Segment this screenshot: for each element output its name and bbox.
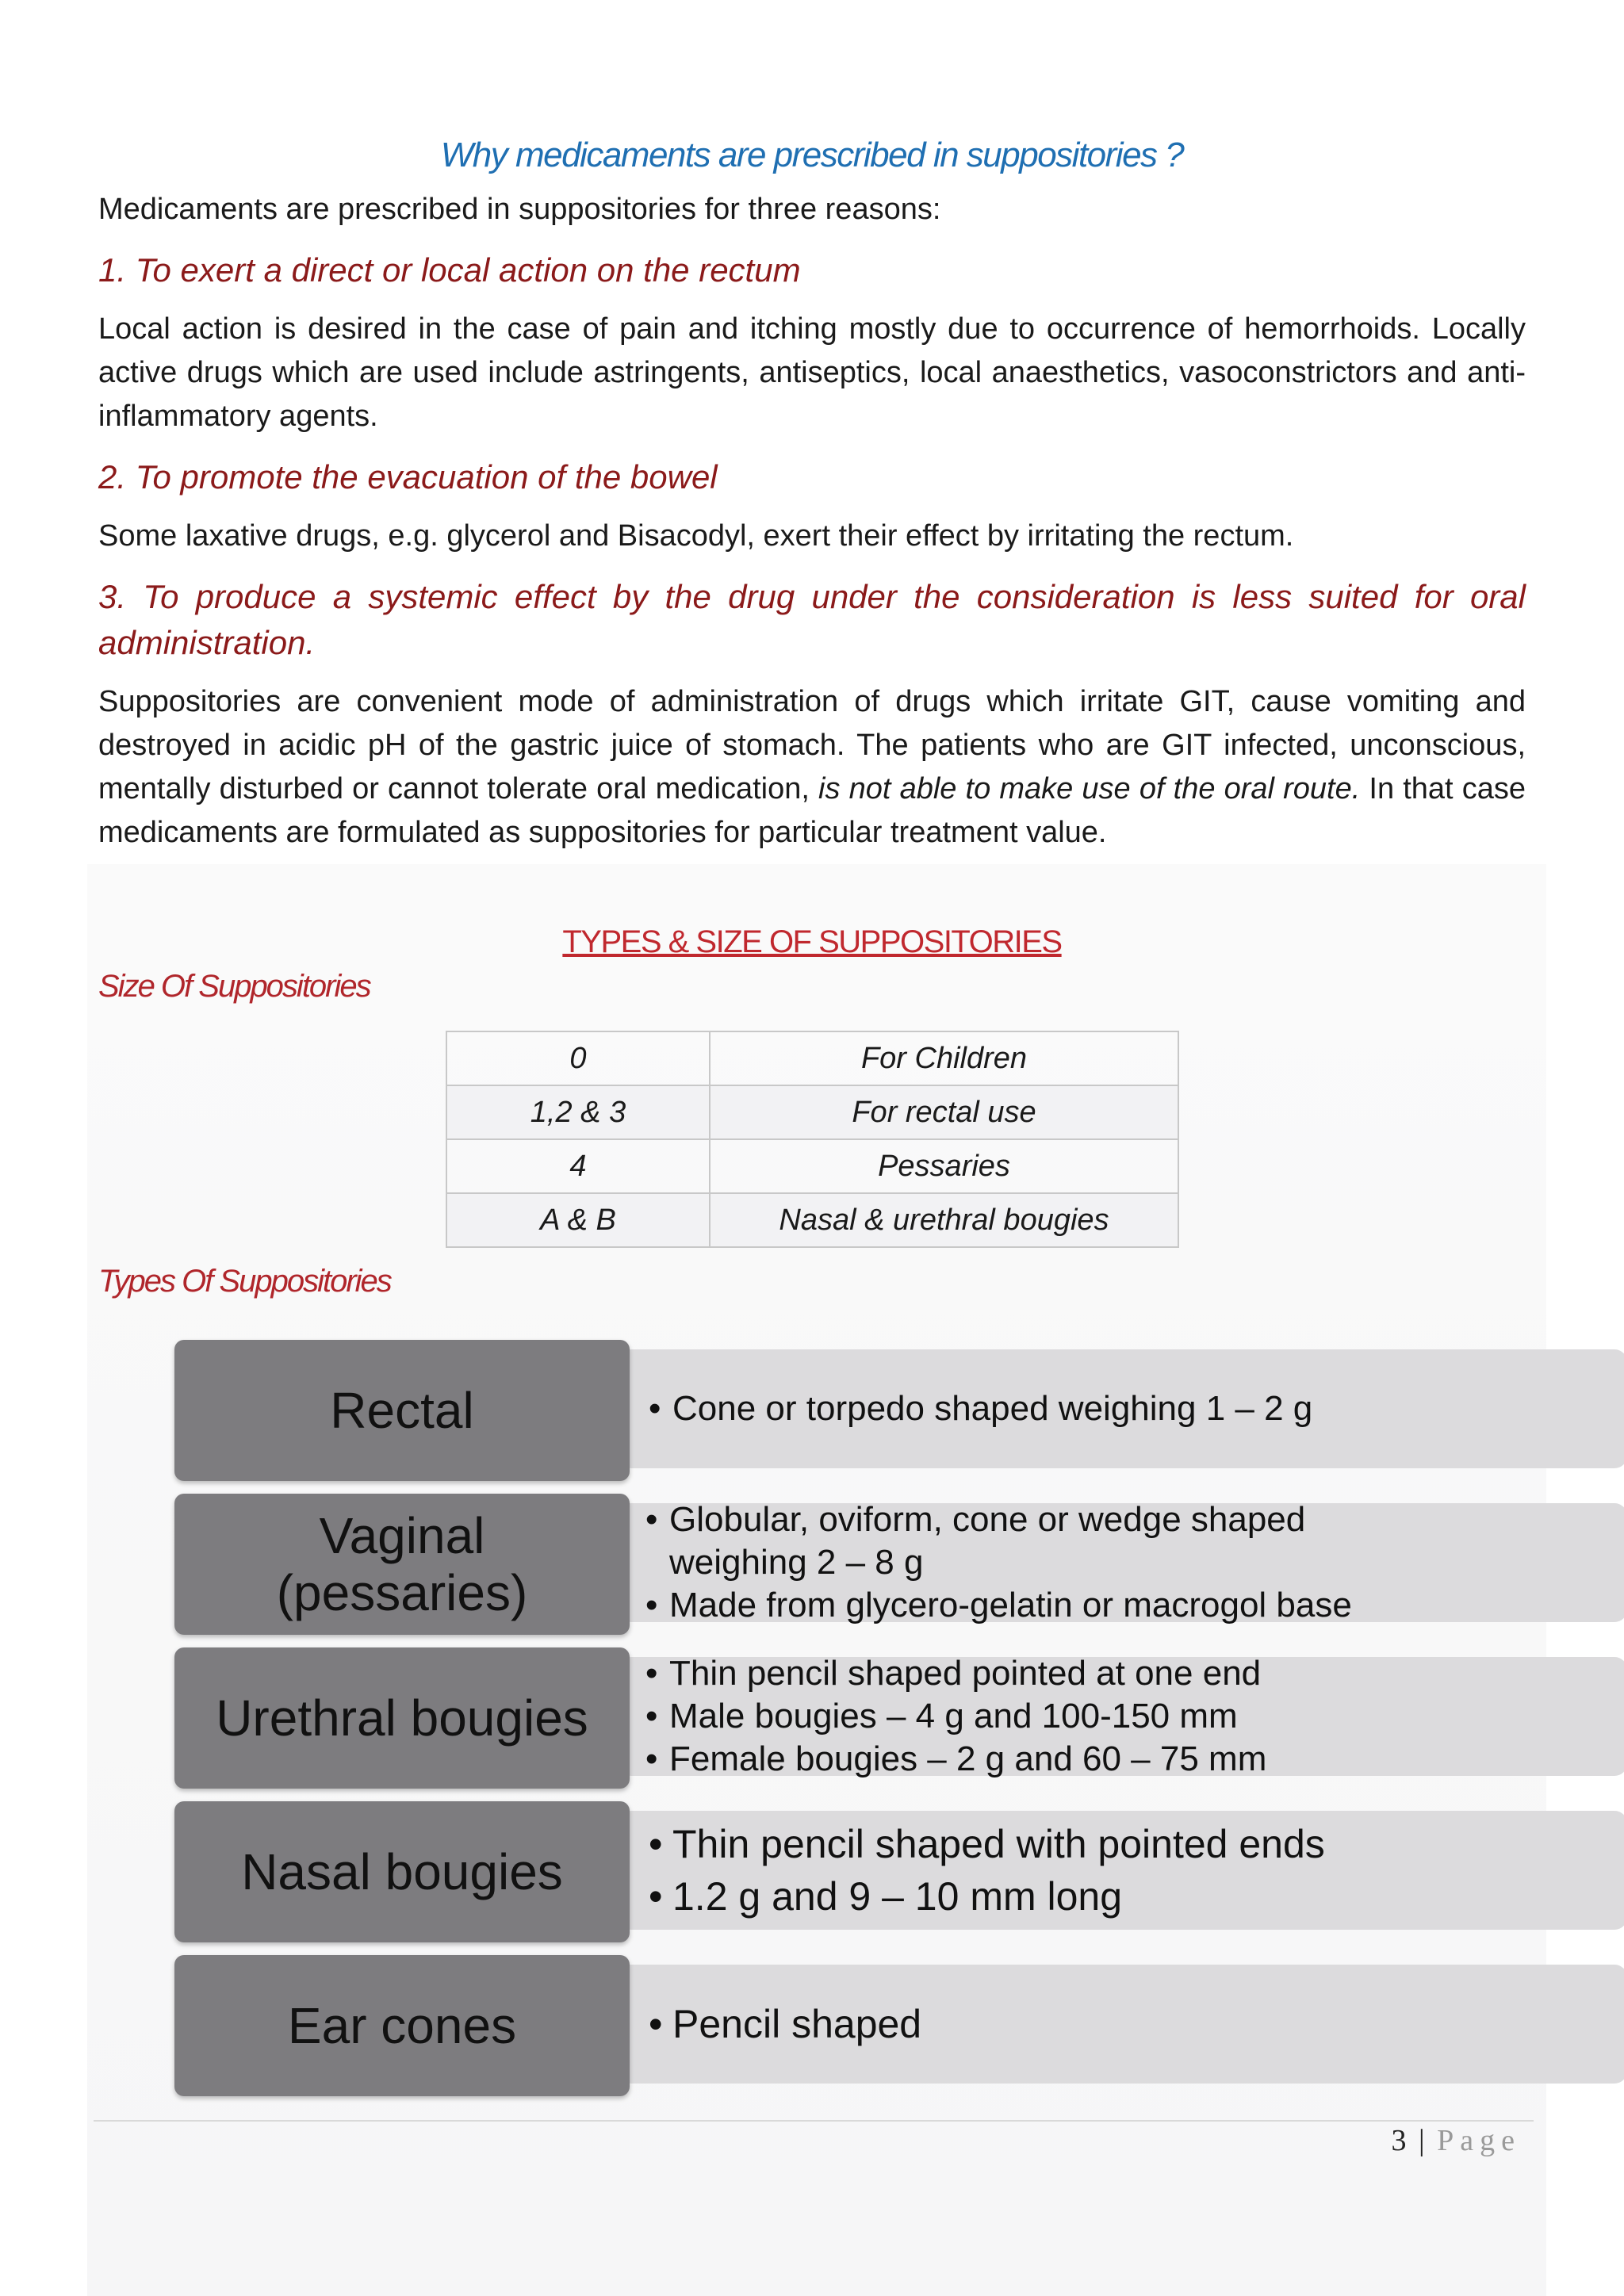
- type-label: Vaginal (pessaries): [174, 1494, 630, 1635]
- use-cell: For Children: [710, 1031, 1178, 1085]
- types-label: Types Of Suppositories: [98, 1264, 391, 1299]
- page-number: [1392, 2123, 1521, 2158]
- use-cell: Nasal & urethral bougies: [710, 1193, 1178, 1247]
- size-label: Size Of Suppositories: [98, 968, 370, 1004]
- type-label: Ear cones: [174, 1955, 630, 2096]
- size-cell: 1,2 & 3: [446, 1085, 710, 1139]
- type-row-rectal: [174, 1340, 1456, 1481]
- size-row: [446, 1085, 1178, 1139]
- bullet-icon: •: [649, 2002, 663, 2046]
- bullet-point: [645, 1738, 1624, 1781]
- bullet-icon: •: [645, 1586, 658, 1624]
- reason-3-text: [98, 680, 1526, 855]
- reason-3-text-part2: In that case medicaments are formulated as suppositories for particular treatment value.: [98, 771, 1526, 849]
- bullet-point: [649, 1998, 1624, 2050]
- page-separator: |: [1419, 2124, 1427, 2157]
- bullet-text: Cone or torpedo shaped weighing 1 – 2 g: [672, 1389, 1313, 1428]
- size-table: [446, 1031, 1179, 1248]
- type-row-ear: [174, 1955, 1456, 2096]
- use-cell: For rectal use: [710, 1085, 1178, 1139]
- content-area: [98, 135, 1526, 1008]
- size-cell: 0: [446, 1031, 710, 1085]
- bullet-point: [649, 1870, 1624, 1923]
- footer-divider: [94, 2120, 1534, 2122]
- type-description: [619, 1811, 1624, 1930]
- reason-1-title: 1. To exert a direct or local action on the rectum: [98, 251, 801, 289]
- main-heading: Why medicaments are prescribed in suppositories ?: [440, 136, 1184, 174]
- bullet-icon: •: [645, 1697, 658, 1735]
- bullet-point: [645, 1584, 1624, 1627]
- bullet-point: [649, 1387, 1624, 1430]
- type-label: Urethral bougies: [174, 1647, 630, 1789]
- size-row: [446, 1139, 1178, 1193]
- size-row: [446, 1031, 1178, 1085]
- bullet-icon: •: [645, 1654, 658, 1693]
- bullet-text: 1.2 g and 9 – 10 mm long: [672, 1874, 1123, 1919]
- reason-3-title: 3. To produce a systemic effect by the drug under the consideration is less suited for oral administration.: [98, 577, 1526, 661]
- bullet-point: [645, 1695, 1624, 1738]
- type-description: [619, 1965, 1624, 2084]
- bullet-text: Globular, oviform, cone or wedge shaped weighing 2 – 8 g: [669, 1500, 1306, 1582]
- type-row-vaginal: [174, 1494, 1456, 1635]
- size-row: [446, 1193, 1178, 1247]
- reason-2-title: 2. To promote the evacuation of the bowel: [98, 457, 718, 496]
- type-label: Rectal: [174, 1340, 630, 1481]
- bullet-icon: •: [645, 1739, 658, 1778]
- types-size-title: TYPES & SIZE OF SUPPOSITORIES: [562, 924, 1062, 959]
- bullet-text: Pencil shaped: [672, 2002, 922, 2046]
- type-row-nasal: [174, 1801, 1456, 1942]
- type-description: [619, 1654, 1624, 1778]
- bullet-icon: •: [645, 1500, 658, 1539]
- types-diagram: [174, 1340, 1456, 2109]
- bullet-icon: •: [649, 1822, 663, 1866]
- bullet-text: Thin pencil shaped pointed at one end: [669, 1654, 1262, 1693]
- bullet-point: [645, 1652, 1624, 1695]
- reason-1-text: Local action is desired in the case of pain and itching mostly due to occurrence of hemorrhoids. Locally active drugs which are used include astringents, antiseptics, local anaesthetics, vasoconstrictors and anti-inflammatory agents.: [98, 312, 1526, 433]
- type-label: Nasal bougies: [174, 1801, 630, 1942]
- size-cell: 4: [446, 1139, 710, 1193]
- type-row-urethral: [174, 1647, 1456, 1789]
- page-number-value: 3: [1391, 2124, 1409, 2157]
- bullet-point: [649, 1818, 1624, 1870]
- reason-3-text-part1: Suppositories are convenient mode of administration of drugs which irritate GIT, cause vomiting and destroyed in acidic pH of the gastric juice of stomach. The patients who are GIT infected, unconscious, mentally disturbed or cannot tolerate oral medication,: [98, 684, 1526, 806]
- bullet-text: Female bougies – 2 g and 60 – 75 mm: [669, 1739, 1267, 1778]
- type-description: [619, 1349, 1624, 1468]
- bullet-text: Made from glycero-gelatin or macrogol base: [669, 1586, 1352, 1624]
- bullet-icon: •: [649, 1389, 661, 1428]
- bullet-text: Thin pencil shaped with pointed ends: [672, 1822, 1325, 1866]
- use-cell: Pessaries: [710, 1139, 1178, 1193]
- reason-2-text: Some laxative drugs, e.g. glycerol and Bisacodyl, exert their effect by irritating the rectum.: [98, 519, 1294, 553]
- page-word: Page: [1437, 2124, 1521, 2157]
- bullet-point: [645, 1498, 1624, 1584]
- intro-text: Medicaments are prescribed in suppositories for three reasons:: [98, 192, 941, 226]
- size-cell: A & B: [446, 1193, 710, 1247]
- reason-3-text-italic: is not able to make use of the oral route.: [818, 771, 1361, 806]
- type-description: [619, 1500, 1624, 1624]
- bullet-icon: •: [649, 1874, 663, 1919]
- bullet-text: Male bougies – 4 g and 100-150 mm: [669, 1697, 1238, 1735]
